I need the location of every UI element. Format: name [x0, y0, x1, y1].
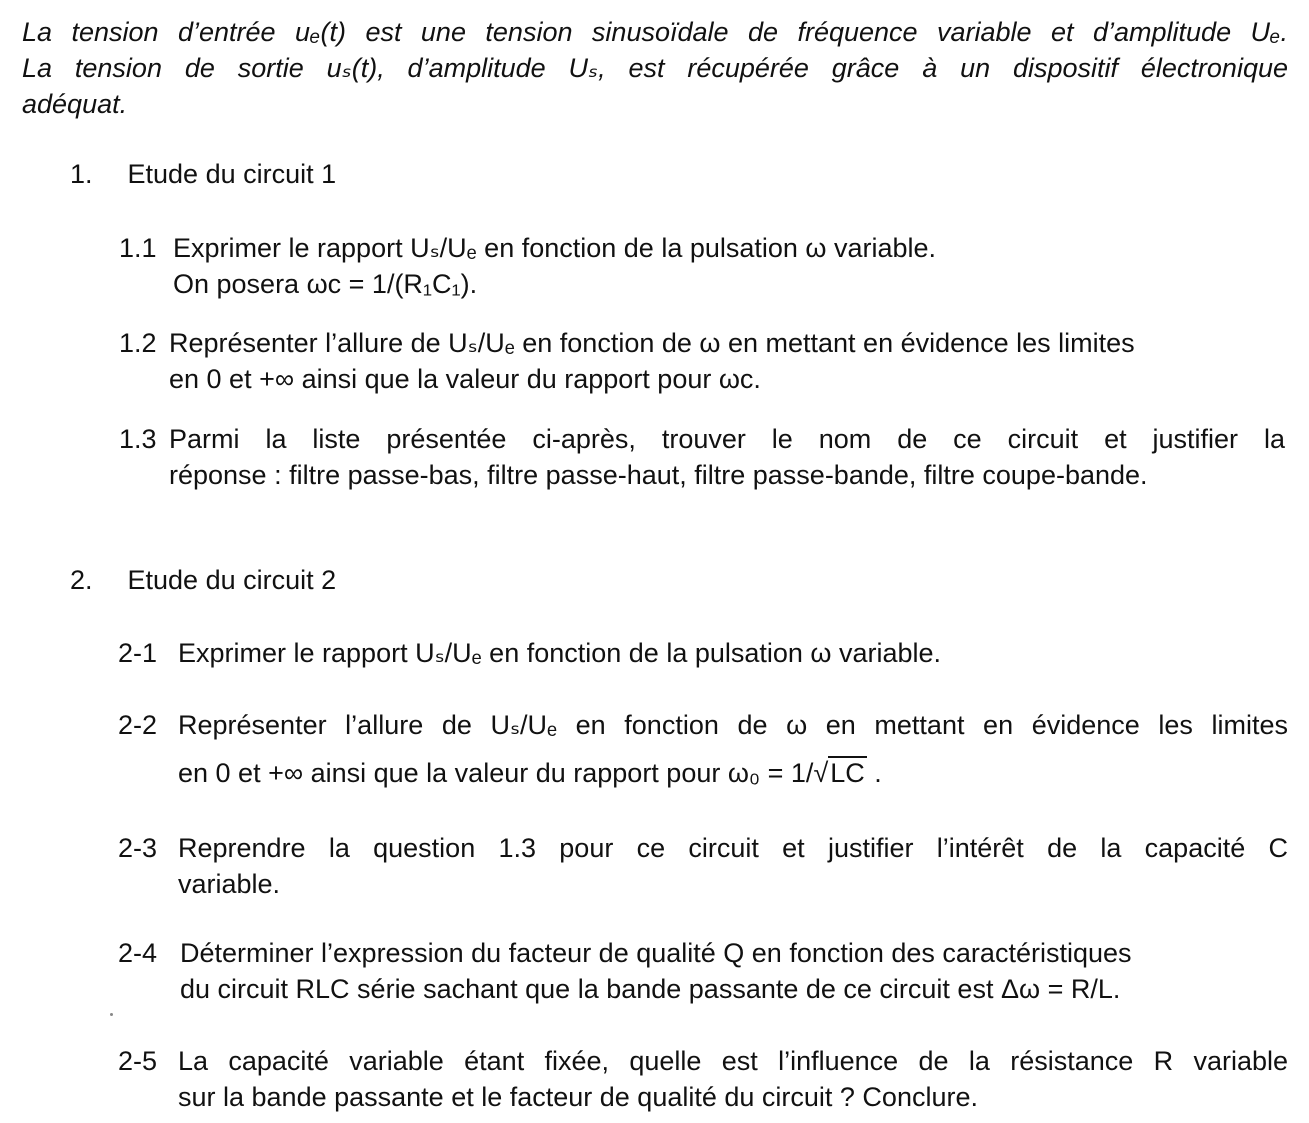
section-1-title: Etude du circuit 1: [127, 159, 337, 189]
question-2-5: [118, 1043, 1288, 1115]
question-2-5-label: 2-5: [118, 1046, 158, 1076]
question-2-1: [118, 635, 1288, 671]
scan-speck: [110, 1013, 113, 1016]
intro-line-1: La tension d’entrée uₑ(t) est une tension sinusoïdale de fréquence variable et d’amplitude Uₑ.: [22, 17, 1288, 47]
intro-line-3: adéquat.: [22, 89, 128, 119]
sqrt-radicand: LC: [830, 758, 865, 788]
question-2-3: [118, 830, 1288, 902]
question-2-1-line-1: Exprimer le rapport Uₛ/Uₑ en fonction de la pulsation ω variable.: [178, 638, 942, 668]
intro-line-2: La tension de sortie uₛ(t), d’amplitude Uₛ, est récupérée grâce à un dispositif électronique: [22, 53, 1288, 83]
question-1-1-label: 1.1: [119, 233, 157, 263]
question-2-3-label: 2-3: [118, 833, 158, 863]
question-1-1: [119, 230, 1289, 302]
question-2-2-line-1: Représenter l’allure de Uₛ/Uₑ en fonction de ω en mettant en évidence les limites: [178, 710, 1288, 740]
question-2-2-label: 2-2: [118, 710, 158, 740]
section-2-number: 2.: [70, 565, 93, 595]
question-2-4: [118, 935, 1288, 1007]
intro-paragraph: [22, 14, 1288, 122]
question-2-4-label: 2-4: [118, 938, 158, 968]
section-2-heading: [70, 563, 336, 597]
section-1-number: 1.: [70, 159, 93, 189]
question-1-3-label: 1.3: [119, 424, 157, 454]
question-2-1-label: 2-1: [118, 638, 158, 668]
question-1-2-label: 1.2: [119, 328, 157, 358]
question-1-2: [119, 325, 1289, 397]
question-2-4-line-2: du circuit RLC série sachant que la bande passante de ce circuit est Δω = R/L.: [180, 974, 1121, 1004]
question-2-3-line-1: Reprendre la question 1.3 pour ce circuit et justifier l’intérêt de la capacité C: [178, 833, 1288, 863]
question-1-3-line-2: réponse : filtre passe-bas, filtre passe-haut, filtre passe-bande, filtre coupe-bande.: [169, 460, 1148, 490]
section-2-title: Etude du circuit 2: [127, 565, 337, 595]
question-2-2-line-2-text: en 0 et +∞ ainsi que la valeur du rapport pour ω₀ = 1/: [178, 758, 814, 788]
section-1-heading: [70, 157, 336, 191]
question-1-1-line-2: On posera ωc = 1/(R₁C₁).: [173, 269, 478, 299]
question-1-3: [119, 421, 1289, 493]
question-2-2-line-2: [178, 755, 1288, 791]
question-2-5-line-1: La capacité variable étant fixée, quelle est l’influence de la résistance R variable: [178, 1046, 1288, 1076]
question-1-2-line-1: Représenter l’allure de Uₛ/Uₑ en fonction de ω en mettant en évidence les limites: [169, 328, 1135, 358]
question-2-2: [118, 707, 1288, 791]
question-2-2-line-2-end: .: [866, 758, 882, 788]
question-2-5-line-2: sur la bande passante et le facteur de qualité du circuit ? Conclure.: [178, 1082, 978, 1112]
question-1-2-line-2: en 0 et +∞ ainsi que la valeur du rapport pour ωc.: [169, 364, 761, 394]
question-1-1-line-1: Exprimer le rapport Uₛ/Uₑ en fonction de la pulsation ω variable.: [173, 233, 937, 263]
question-1-3-line-1: Parmi la liste présentée ci-après, trouver le nom de ce circuit et justifier la: [169, 424, 1285, 454]
square-root-icon: √LC: [813, 758, 865, 788]
question-2-4-line-1: Déterminer l’expression du facteur de qualité Q en fonction des caractéristiques: [180, 938, 1132, 968]
question-2-3-line-2: variable.: [178, 869, 281, 899]
